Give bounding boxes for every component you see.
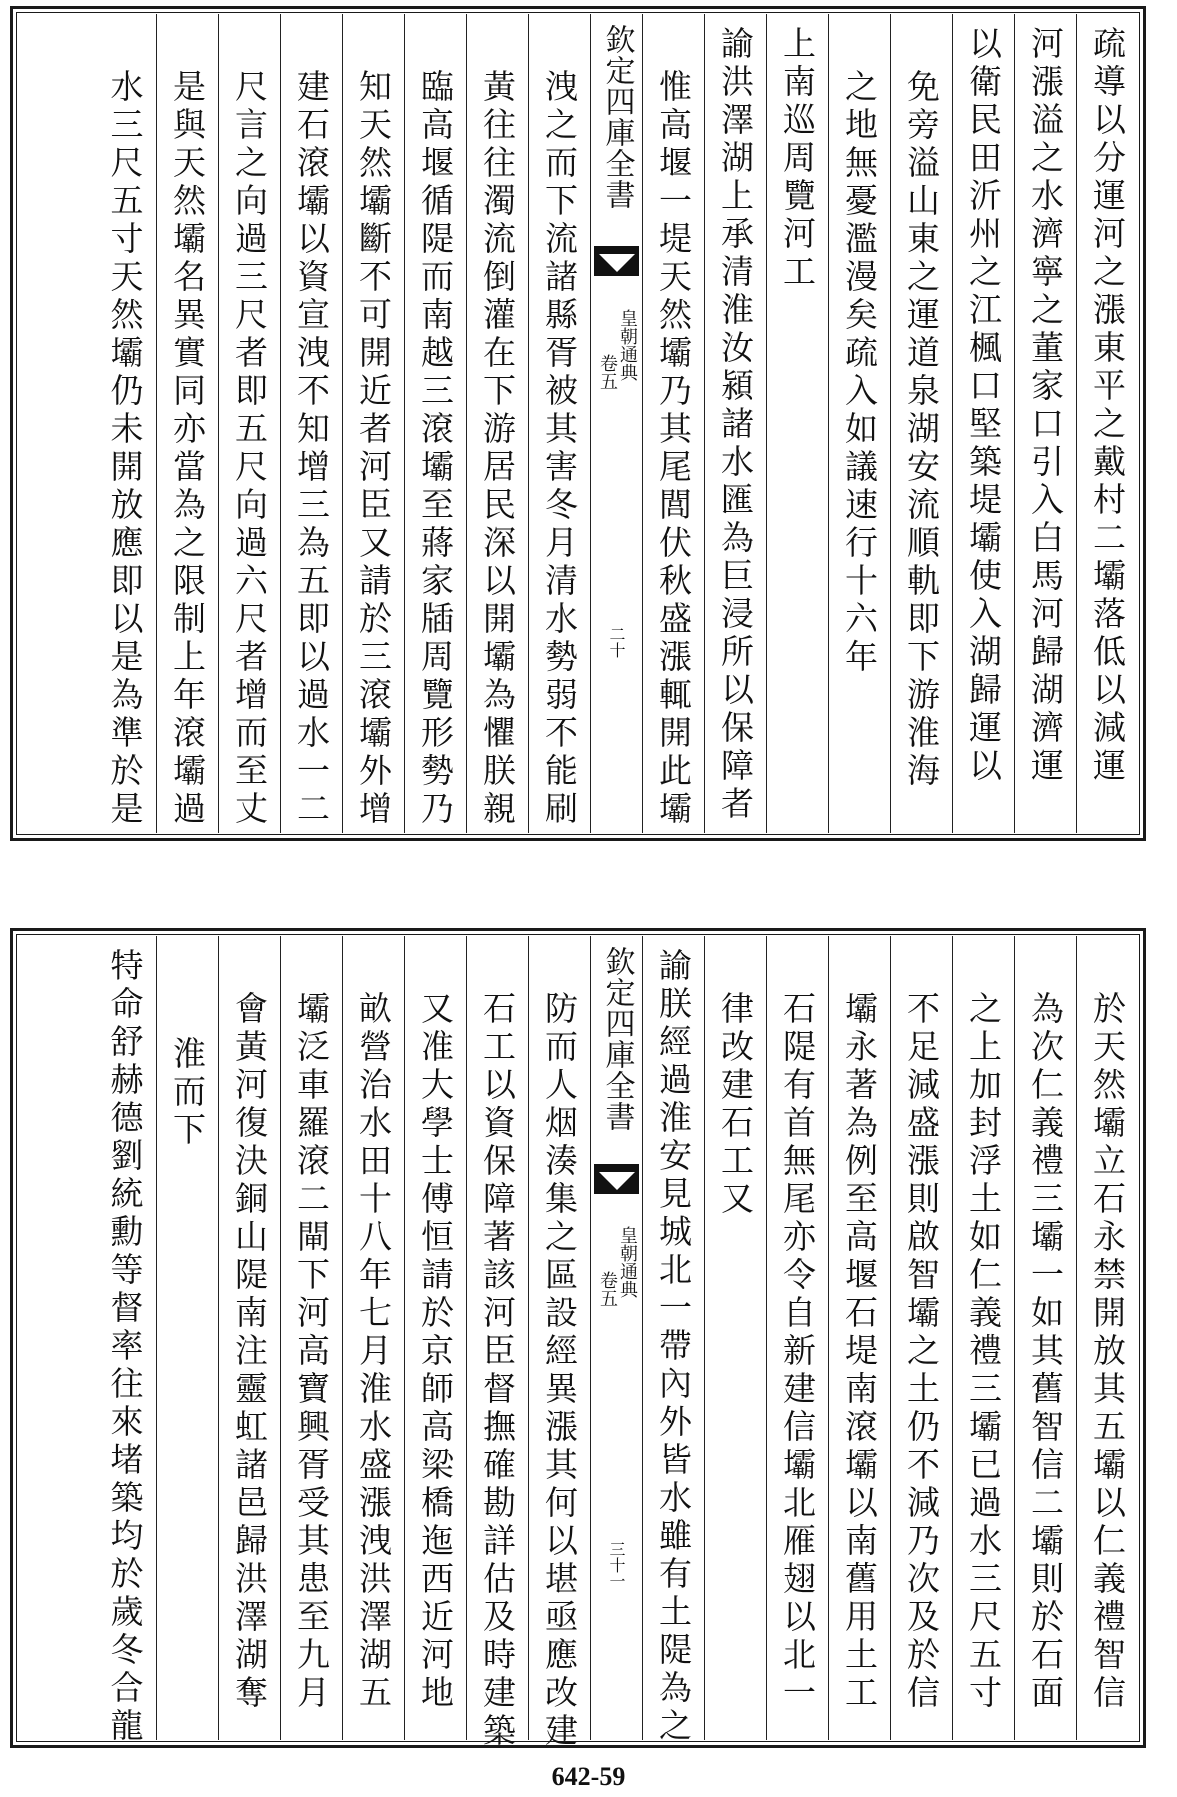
column-text: 防而人烟湊集之區設經異漲其何以堪亟應改建 xyxy=(540,991,579,1751)
text-column xyxy=(404,936,466,1740)
text-column xyxy=(528,936,590,1751)
text-column xyxy=(704,936,766,1740)
text-column xyxy=(156,936,218,1740)
fish-tail-mark xyxy=(594,1164,639,1194)
column-text: 水三尺五寸天然壩仍未開放應即以是為準於是 xyxy=(105,69,145,829)
column-text: 尺言之向過三尺者即五尺向過六尺者增而至丈 xyxy=(230,69,269,829)
text-column xyxy=(890,936,952,1740)
text-column xyxy=(642,14,704,833)
column-text: 知天然壩斷不可開近者河臣又請於三滾壩外增 xyxy=(354,69,393,829)
text-column xyxy=(528,14,590,833)
text-column xyxy=(766,936,828,1740)
text-column xyxy=(218,936,280,1740)
text-column xyxy=(1014,936,1076,1740)
text-column xyxy=(1076,14,1138,833)
fish-tail-mark xyxy=(594,246,639,276)
column-text: 建石滾壩以資宣洩不知增三為五即以過水一二 xyxy=(292,69,331,829)
top-page-columns xyxy=(18,14,1138,833)
text-column xyxy=(642,936,704,1746)
text-column xyxy=(280,14,342,833)
column-text: 畝營治水田十八年七月淮水盛漲洩洪澤湖五 xyxy=(354,991,393,1713)
page-number: 三十一 xyxy=(607,1541,626,1589)
text-column xyxy=(890,14,952,833)
text-column xyxy=(94,936,156,1746)
text-column xyxy=(766,14,828,833)
column-text: 河漲溢之水濟寧之董家口引入白馬河歸湖濟運 xyxy=(1026,26,1065,786)
column-text: 壩泛車羅滾二閘下河高寶興胥受其患至九月 xyxy=(292,991,331,1713)
column-text: 石隄有首無尾亦令自新建信壩北雁翅以北一 xyxy=(778,991,817,1713)
text-column xyxy=(342,14,404,833)
column-text: 疏導以分運河之漲東平之戴村二壩落低以減運 xyxy=(1088,26,1127,786)
book-subtitle: 皇朝通典 xyxy=(617,1226,638,1298)
column-text: 於天然壩立石永禁開放其五壩以仁義禮智信 xyxy=(1088,991,1127,1713)
column-text: 洩之而下流諸縣胥被其害冬月清水勢弱不能刷 xyxy=(540,69,579,829)
column-text: 律改建石工又 xyxy=(716,991,755,1219)
text-column xyxy=(1076,936,1138,1740)
text-column xyxy=(466,14,528,833)
book-title: 欽定四庫全書 xyxy=(599,946,635,1132)
column-text: 淮而下 xyxy=(168,1036,207,1150)
column-text: 之上加封浮土如仁義禮三壩已過水三尺五寸 xyxy=(964,991,1003,1713)
column-text: 之地無憂濫漫矣疏入如議速行十六年 xyxy=(840,69,879,677)
text-column xyxy=(218,14,280,833)
volume-label: 卷五 xyxy=(597,1271,618,1307)
column-text: 惟高堰一堤天然壩乃其尾閭伏秋盛漲輒開此壩 xyxy=(654,69,693,829)
text-column xyxy=(952,14,1014,833)
column-text: 不足減盛漲則啟智壩之土仍不減乃次及於信 xyxy=(902,991,941,1713)
text-column xyxy=(828,936,890,1740)
column-text: 黃往往濁流倒灌在下游居民深以開壩為懼朕親 xyxy=(478,69,517,829)
column-text: 為次仁義禮三壩一如其舊智信二壩則於石面 xyxy=(1026,991,1065,1713)
column-text: 又准大學士傅恒請於京師高梁橋迤西近河地 xyxy=(416,991,455,1713)
book-title: 欽定四庫全書 xyxy=(599,24,635,210)
text-column xyxy=(342,936,404,1740)
volume-label: 卷五 xyxy=(597,354,618,390)
column-text: 免旁溢山東之運道泉湖安流順軌即下游淮海 xyxy=(902,69,941,791)
text-column xyxy=(280,936,342,1740)
text-column xyxy=(466,936,528,1751)
column-text: 會黃河復決銅山隄南注靈虹諸邑歸洪澤湖奪 xyxy=(230,991,269,1713)
top-page xyxy=(10,6,1146,841)
catalog-page-number: 642-59 xyxy=(551,1762,626,1791)
page-number: 二十 xyxy=(607,626,626,658)
column-text: 臨高堰循隄而南越三滾壩至蔣家牐周覽形勢乃 xyxy=(416,69,455,829)
text-column xyxy=(156,14,218,833)
column-text: 上南巡周覽河工 xyxy=(778,26,817,292)
book-spine xyxy=(590,936,642,1740)
book-spine xyxy=(590,14,642,833)
bottom-page xyxy=(10,928,1146,1751)
column-text: 諭朕經過淮安見城北一帶內外皆水雖有土隄為之 xyxy=(654,948,693,1746)
column-text: 是與天然壩名異實同亦當為之限制上年滾壩過 xyxy=(168,69,207,829)
text-column xyxy=(704,14,766,833)
bottom-page-columns xyxy=(18,936,1138,1751)
text-column xyxy=(404,14,466,833)
column-text: 石工以資保障著該河臣督撫確勘詳估及時建築 xyxy=(478,991,517,1751)
text-column xyxy=(1014,14,1076,833)
column-text: 諭洪澤湖上承清淮汝潁諸水匯為巨浸所以保障者 xyxy=(716,26,755,824)
column-text: 以衛民田沂州之江楓口堅築堤壩使入湖歸運以 xyxy=(964,26,1003,786)
book-subtitle: 皇朝通典 xyxy=(617,309,638,381)
text-column xyxy=(94,14,156,833)
text-column xyxy=(952,936,1014,1740)
text-column xyxy=(828,14,890,833)
column-text: 壩永著為例至高堰石堤南滾壩以南舊用土工 xyxy=(840,991,879,1713)
column-text: 特命舒赫德劉統勳等督率往來堵築均於歲冬合龍 xyxy=(105,948,145,1746)
